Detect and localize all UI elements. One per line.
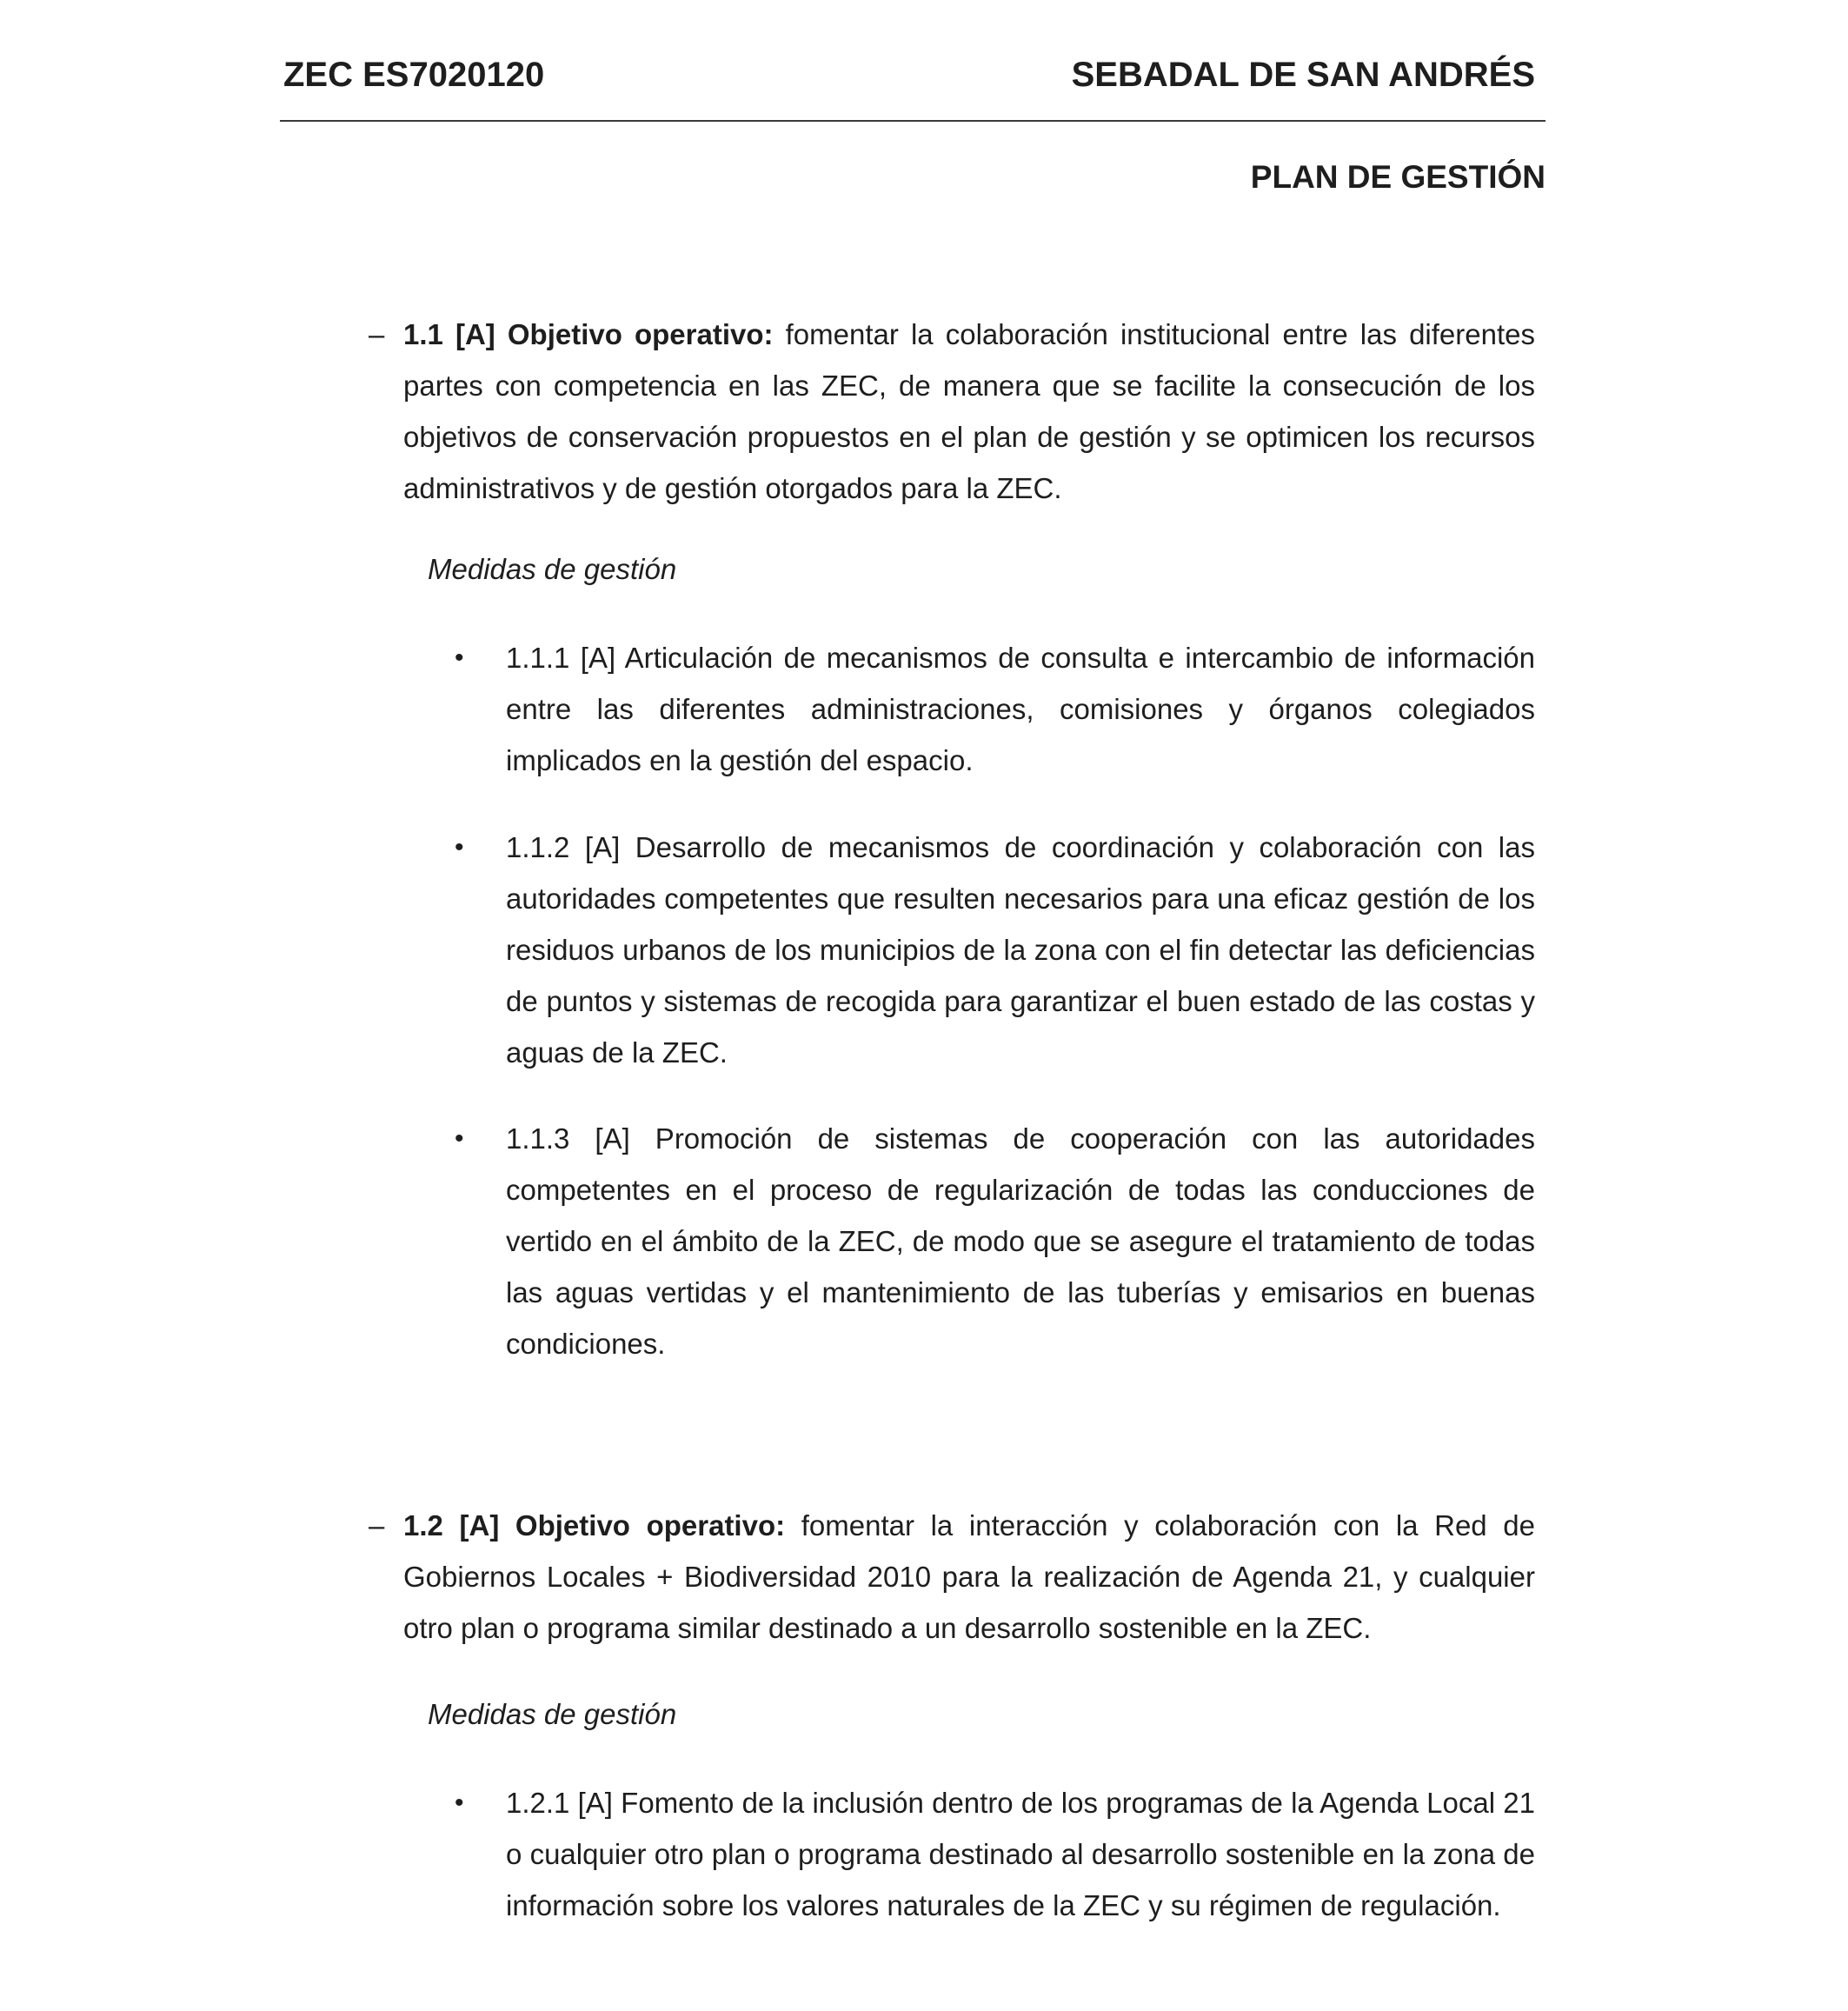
bullet-marker: •	[455, 643, 464, 672]
bullet-marker: •	[455, 833, 464, 862]
objective-1-1	[369, 309, 1536, 514]
objective-text: fomentar la interacción y colaboración con la Red de Gobiernos Locales + Biodiversidad 2010 para la realización de Agenda 21, y cualquier otro plan o programa similar destinado a un desarrollo sostenible en la ZEC.	[403, 1509, 1535, 1644]
measure-text: 1.1.1 [A] Articulación de mecanismos de consulta e intercambio de información entre las diferentes administraciones, comisiones y órganos colegiados implicados en la gestión del espacio.	[506, 642, 1535, 776]
site-name: SEBADAL DE SAN ANDRÉS	[1071, 56, 1535, 94]
measure-item	[455, 822, 1535, 1078]
bullet-marker: •	[455, 1788, 464, 1817]
dash-marker: –	[369, 318, 385, 350]
measure-item	[455, 1113, 1535, 1369]
objective-label: 1.2 [A] Objetivo operativo:	[403, 1509, 786, 1542]
measure-text: 1.1.2 [A] Desarrollo de mecanismos de coordinación y colaboración con las autoridades competentes que resulten necesarios para una eficaz gestión de los residuos urbanos de los municipios de la zona con el fin detectar las deficiencias de puntos y sistemas de recogida para garantizar el buen estado de las costas y aguas de la ZEC.	[506, 831, 1535, 1069]
header-divider	[280, 120, 1546, 122]
objective-label: 1.1 [A] Objetivo operativo:	[403, 318, 774, 350]
objective-1-2	[369, 1500, 1535, 1654]
measure-item	[455, 1777, 1535, 1931]
site-code: ZEC ES7020120	[283, 56, 545, 94]
measure-text: 1.1.3 [A] Promoción de sistemas de cooperación con las autoridades competentes en el proceso de regularización de todas las conducciones de vertido en el ámbito de la ZEC, de modo que se asegure el tratamiento de todas las aguas vertidas y el mantenimiento de las tuberías y emisarios en buenas condiciones.	[506, 1122, 1535, 1360]
section-title: PLAN DE GESTIÓN	[1250, 159, 1546, 195]
measure-item	[455, 632, 1535, 786]
bullet-marker: •	[455, 1124, 464, 1153]
measure-text: 1.2.1 [A] Fomento de la inclusión dentro de los programas de la Agenda Local 21 o cualquier otro plan o programa destinado al desarrollo sostenible en la zona de información sobre los valores naturales de la ZEC y su régimen de regulación.	[506, 1787, 1535, 1921]
page-header	[280, 50, 1546, 99]
measures-heading: Medidas de gestión	[428, 553, 677, 585]
measures-heading: Medidas de gestión	[428, 1698, 677, 1730]
dash-marker: –	[369, 1509, 385, 1542]
objective-text: fomentar la colaboración institucional entre las diferentes partes con competencia en las ZEC, de manera que se facilite la consecución de los objetivos de conservación propuestos en el plan de gestión y se optimicen los recursos administrativos y de gestión otorgados para la ZEC.	[403, 318, 1536, 504]
